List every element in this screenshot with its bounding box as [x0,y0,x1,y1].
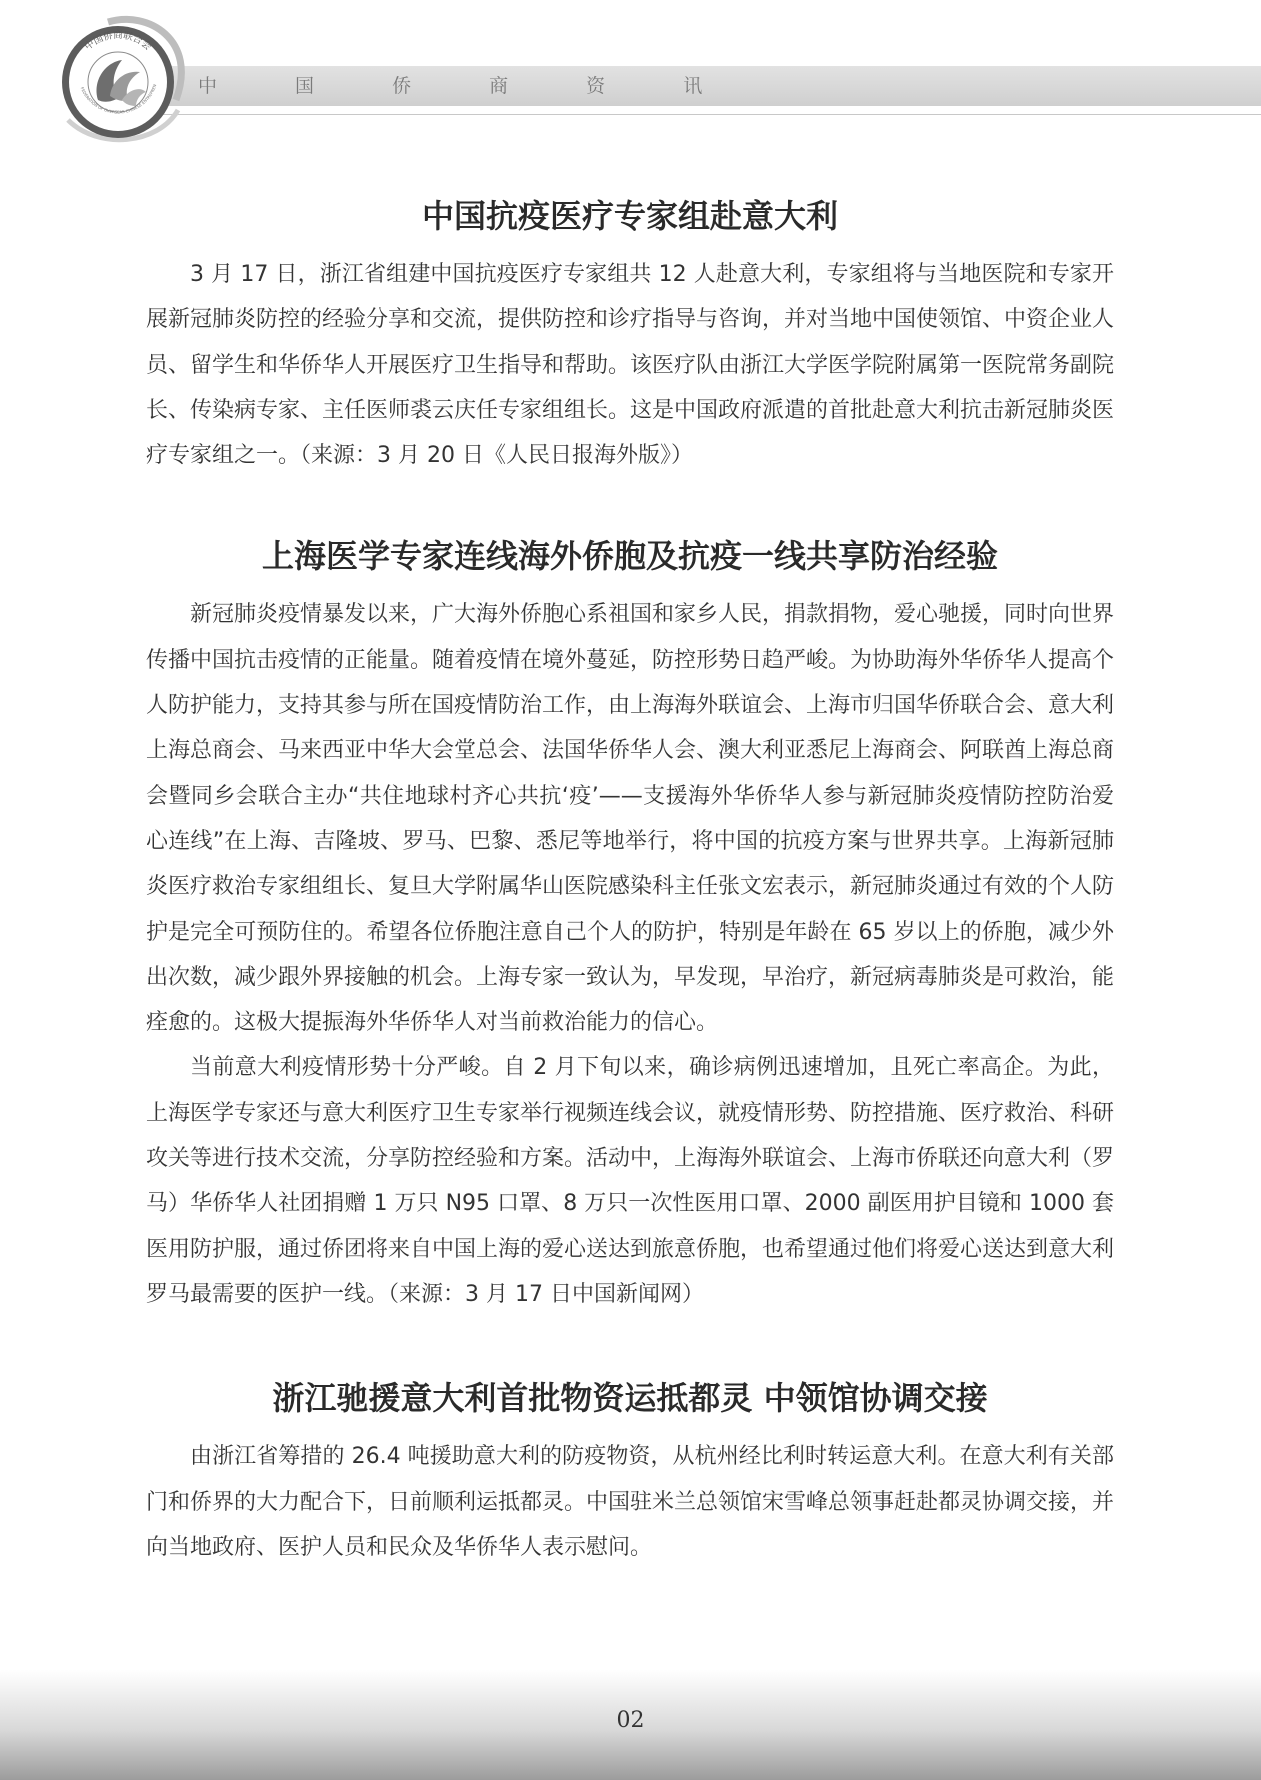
article-title: 中国抗疫医疗专家组赴意大利 [421,197,838,235]
header-divider [120,114,1261,115]
article-title: 上海医学专家连线海外侨胞及抗疫一线共享防治经验 [261,537,998,576]
article-list [146,190,1114,1570]
article-paragraph: 由浙江省筹措的 26.4 吨援助意大利的防疫物资，从杭州经比利时转运意大利。在意大利有关部门和侨界的大力配合下，日前顺利运抵都灵。中国驻米兰总领馆宋雪峰总领事赶赴都灵协调交接，并向当地政府、医护人员和民众及华侨华人表示慰问。 [146,1444,1115,1560]
article [146,530,1114,1317]
header-title: 中 国 侨 商 资 讯 [198,75,739,97]
article-paragraph: 当前意大利疫情形势十分严峻。自 2 月下旬以来，确诊病例迅速增加，且死亡率高企。为此，上海医学专家还与意大利医疗卫生专家举行视频连线会议，就疫情形势、防控措施、医疗救治、科研攻关等进行技术交流，分享防控经验和方案。活动中，上海海外联谊会、上海市侨联还向意大利（罗马）华侨华人社团捐赠 1 万只 N95 口罩、8 万只一次性医用口罩、2000 副医用护目镜和 1000 套医用防护服，通过侨团将来自中国上海的爱心送达到旅意侨胞，也希望通过他们将爱心送达到意大利罗马最需要的医护一线。（来源：3 月 17 日中国新闻网） [146,1055,1115,1307]
logo-text-en: FEDERATION OF OVERSEAS CHINESE ENTREPREN [79,83,158,115]
article-paragraph: 3 月 17 日，浙江省组建中国抗疫医疗专家组共 12 人赴意大利，专家组将与当地医院和专家开展新冠肺炎防控的经验分享和交流，提供防控和诊疗指导与咨询，并对当地中国使领馆、中资企业人员、留学生和华侨华人开展医疗卫生指导和帮助。该医疗队由浙江大学医学院附属第一医院常务副院长、传染病专家、主任医师裘云庆任专家组组长。这是中国政府派遣的首批赴意大利抗击新冠肺炎医疗专家组之一。（来源：3 月 20 日《人民日报海外版》） [146,262,1115,469]
logo-text: 中国侨商联合会 [82,29,154,53]
article-title: 浙江驰援意大利首批物资运抵都灵 中领馆协调交接 [272,1379,988,1418]
article [146,1372,1114,1570]
article-paragraph: 新冠肺炎疫情暴发以来，广大海外侨胞心系祖国和家乡人民，捐款捐物，爱心驰援，同时向世界传播中国抗击疫情的正能量。随着疫情在境外蔓延，防控形势日趋严峻。为协助海外华侨华人提高个人防护能力，支持其参与所在国疫情防治工作，由上海海外联谊会、上海市归国华侨联合会、意大利上海总商会、马来西亚中华大会堂总会、法国华侨华人会、澳大利亚悉尼上海商会、阿联酋上海总商会暨同乡会联合主办“共住地球村齐心共抗‘疫’——支援海外华侨华人参与新冠肺炎疫情防控防治爱心连线”在上海、吉隆坡、罗马、巴黎、悉尼等地举行，将中国的抗疫方案与世界共享。上海新冠肺炎医疗救治专家组组长、复旦大学附属华山医院感染科主任张文宏表示，新冠肺炎通过有效的个人防护是完全可预防住的。希望各位侨胞注意自己个人的防护，特别是年龄在 65 岁以上的侨胞，减少外出次数，减少跟外界接触的机会。上海专家一致认为，早发现，早治疗，新冠病毒肺炎是可救治，能痊愈的。这极大提振海外华侨华人对当前救治能力的信心。 [146,602,1115,1036]
article [146,190,1114,478]
page-number: 02 [616,1708,645,1733]
logo-emblem [48,10,188,145]
